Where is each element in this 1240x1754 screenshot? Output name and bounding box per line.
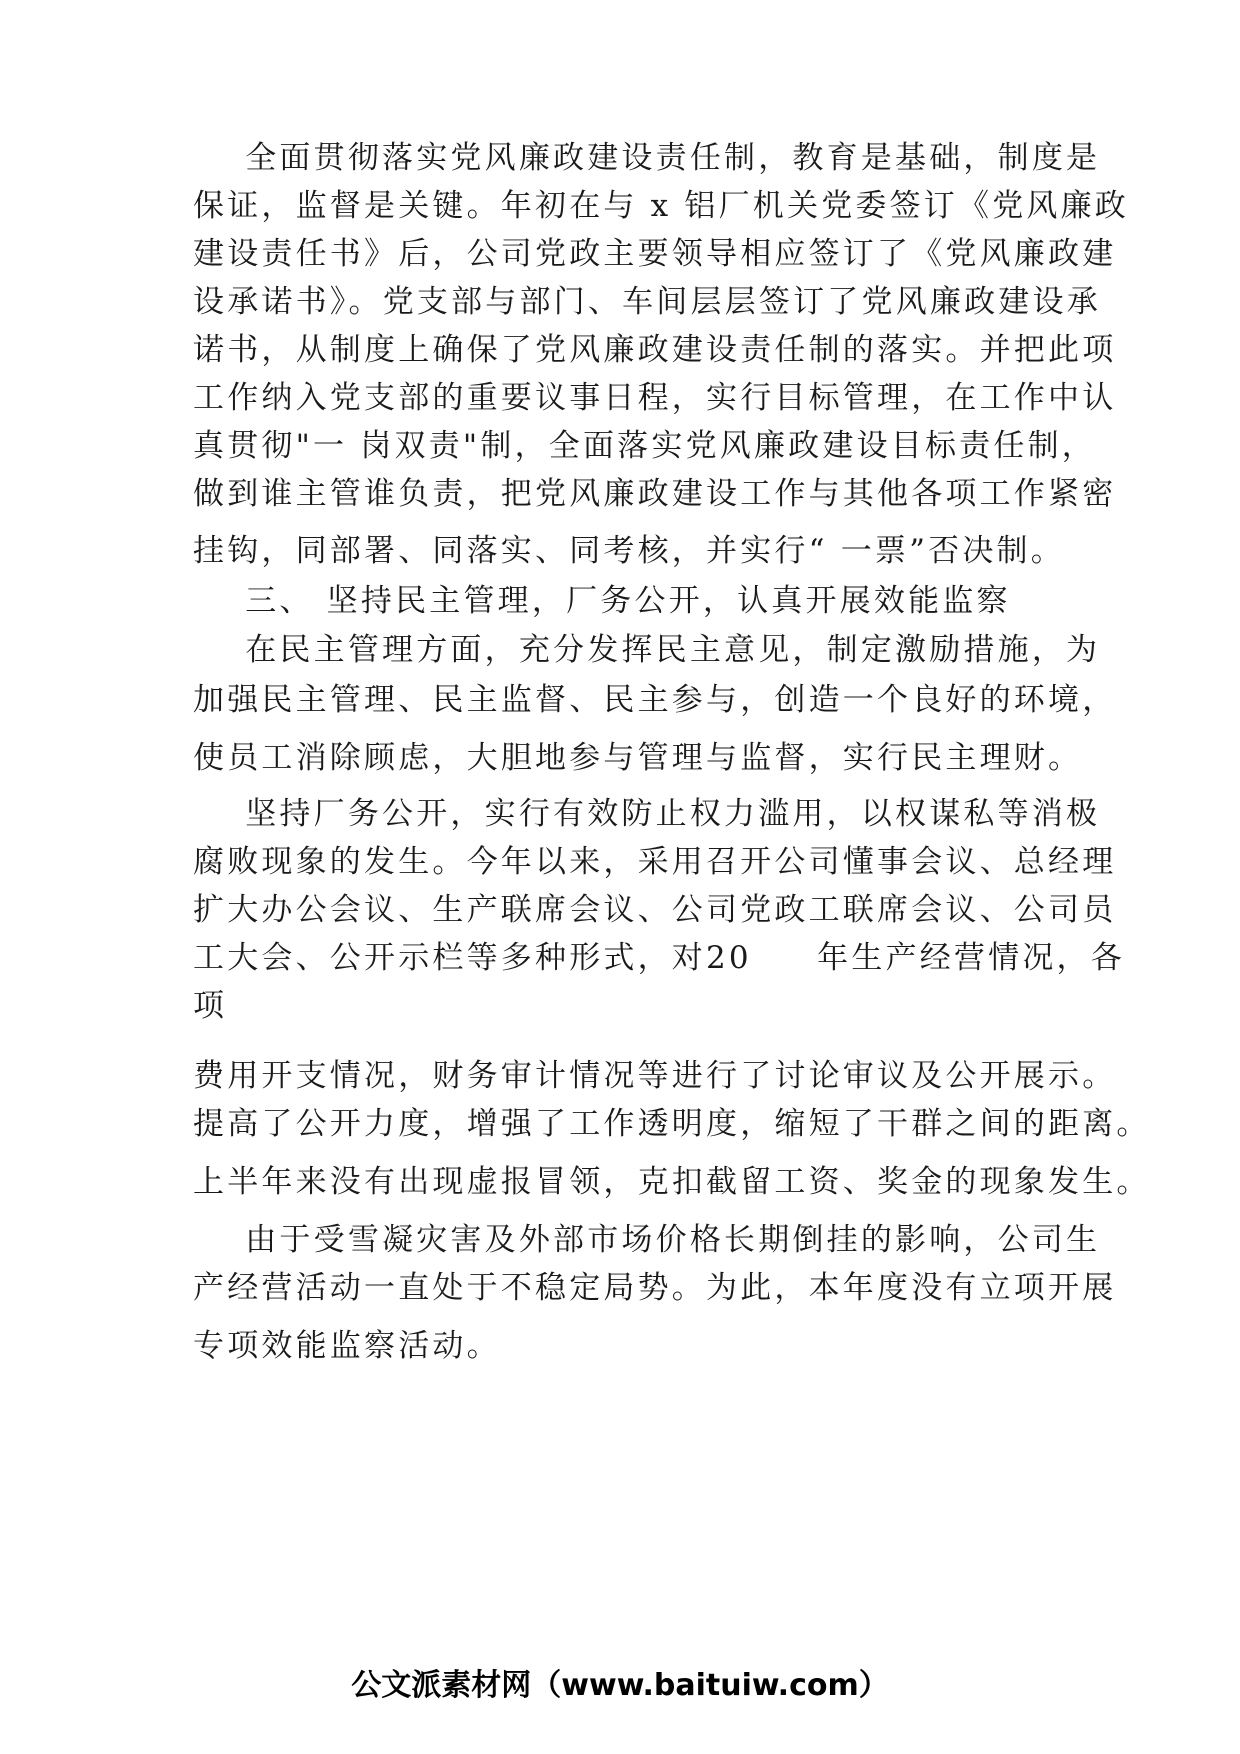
- body-text-line: 坚持厂务公开，实行有效防止权力滥用，以权谋私等消极: [193, 796, 1101, 832]
- body-text-line: 腐败现象的发生。今年以来，采用召开公司懂事会议、总经理: [193, 844, 1117, 880]
- body-text-line: 在民主管理方面，充分发挥民主意见，制定激励措施，为: [193, 632, 1101, 668]
- body-text-line: 费用开支情况，财务审计情况等进行了讨论审议及公开展示。: [193, 1058, 1117, 1094]
- body-text-line: 诺书，从制度上确保了党风廉政建设责任制的落实。并把此项: [193, 332, 1117, 368]
- body-text-line: 提高了公开力度，增强了工作透明度，缩短了干群之间的距离。: [193, 1106, 1151, 1142]
- footer-watermark: 公文派素材网（www.baituiw.com）: [351, 1668, 889, 1703]
- section-heading: 三、 坚持民主管理，厂务公开，认真开展效能监察: [193, 583, 1011, 619]
- body-text-line: 工作纳入党支部的重要议事日程，实行目标管理，在工作中认: [193, 380, 1117, 416]
- body-text-line: 专项效能监察活动。: [193, 1328, 501, 1364]
- body-text-line: 上半年来没有出现虚报冒领，克扣截留工资、奖金的现象发生。: [193, 1164, 1151, 1200]
- body-text-line: 工大会、公开示栏等多种形式，对20 年生产经营情况，各: [193, 940, 1125, 976]
- body-text-line: 产经营活动一直处于不稳定局势。为此，本年度没有立项开展: [193, 1270, 1117, 1306]
- body-text-line: 保证，监督是关键。年初在与 x 铝厂机关党委签订《党风廉政: [193, 188, 1129, 224]
- body-text-line: 挂钩，同部署、同落实、同考核，并实行“ 一票”否决制。: [193, 533, 1065, 569]
- body-text-line: 扩大办公会议、生产联席会议、公司党政工联席会议、公司员: [193, 892, 1117, 928]
- body-text-line: 由于受雪凝灾害及外部市场价格长期倒挂的影响，公司生: [193, 1222, 1101, 1258]
- body-text-line: 加强民主管理、民主监督、民主参与，创造一个良好的环境，: [193, 682, 1117, 718]
- body-text-line: 项: [193, 988, 228, 1024]
- body-text-line: 设承诺书》。党支部与部门、车间层层签订了党风廉政建设承: [193, 284, 1101, 320]
- body-text-line: 真贯彻"一 岗双责"制，全面落实党风廉政建设目标责任制，: [193, 428, 1096, 464]
- body-text-line: 做到谁主管谁负责，把党风廉政建设工作与其他各项工作紧密: [193, 476, 1117, 512]
- body-text-line: 使员工消除顾虑，大胆地参与管理与监督，实行民主理财。: [193, 740, 1083, 776]
- body-text-line: 建设责任书》后，公司党政主要领导相应签订了《党风廉政建: [193, 236, 1117, 272]
- body-text-line: 全面贯彻落实党风廉政建设责任制，教育是基础，制度是: [193, 140, 1101, 176]
